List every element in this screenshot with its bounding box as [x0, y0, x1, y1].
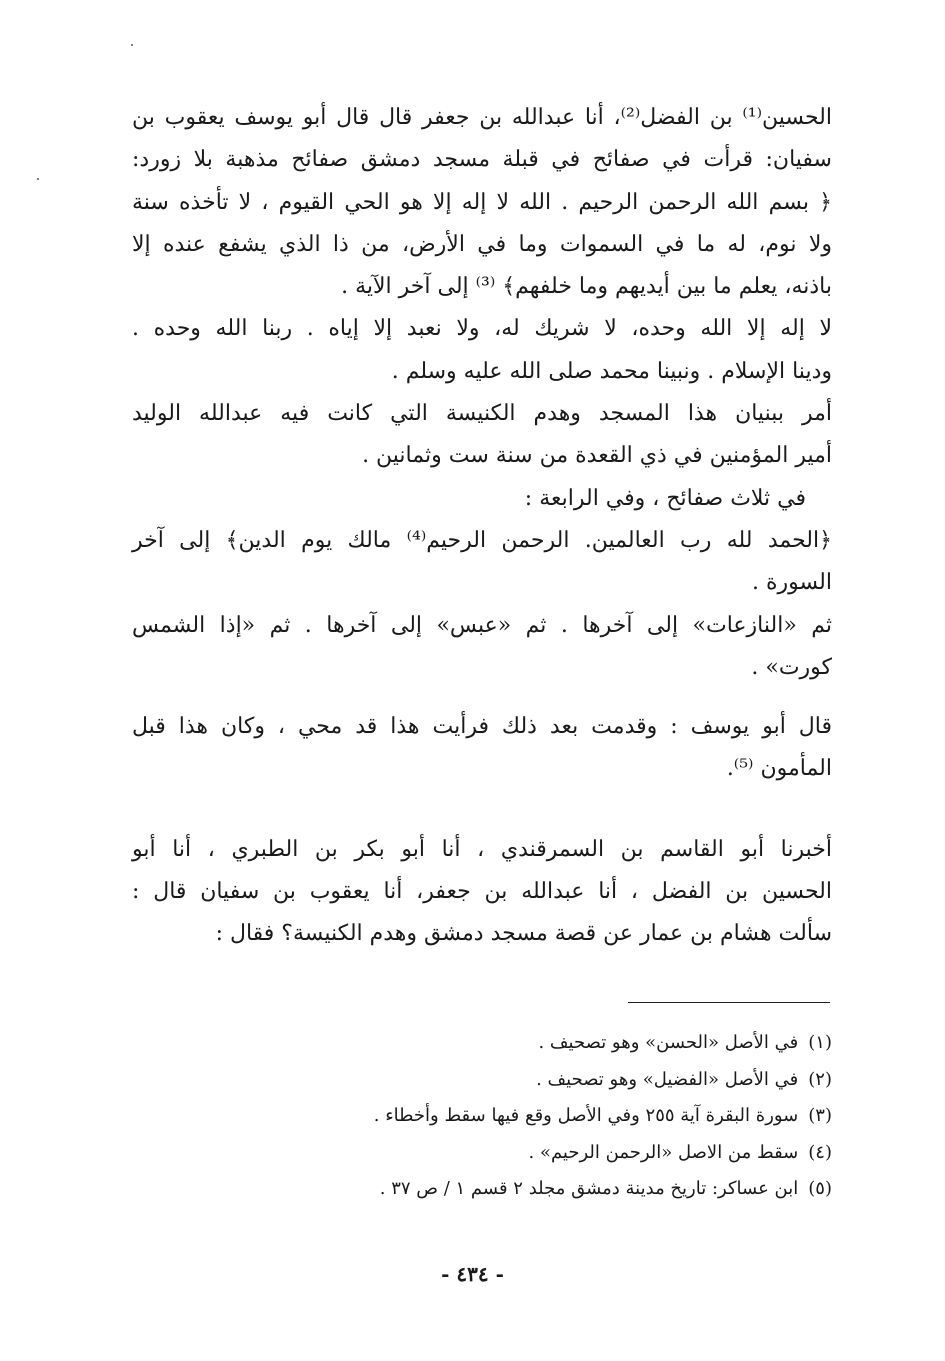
footnote-number: (٤) — [808, 1141, 832, 1163]
footnote-number: (٢) — [808, 1068, 832, 1090]
footnote-number: (١) — [808, 1032, 832, 1053]
text-line: قال أبو يوسف : وقدمت بعد ذلك فرأيت هذا قد محي ، وكان هذا قبل — [132, 714, 832, 740]
text-line: باذنه، يعلم ما بين أيديهم وما خلفهم﴾ ⁽³⁾ إلى آخر الآية . — [341, 274, 832, 300]
text-line: سفيان: قرأت في صفائح في قبلة مسجد دمشق صفائح مذهبة بلا زورد: — [132, 147, 832, 173]
text-line: المأمون ⁽⁵⁾. — [726, 756, 832, 782]
text-line: ﴿ بسم الله الرحمن الرحيم . الله لا إله إلا هو الحي القيوم ، لا تأخذه سنة — [132, 189, 832, 215]
text-line: كورت» . — [751, 654, 832, 680]
text-line: في ثلاث صفائح ، وفي الرابعة : — [524, 485, 806, 511]
text-line: السورة . — [752, 570, 832, 596]
footnote-text: في الأصل «الفضيل» وهو تصحيف . — [536, 1068, 799, 1090]
footnote — [250, 1025, 832, 1062]
footnote-text: ابن عساكر: تاريخ مدينة دمشق مجلد ٢ قسم ١ / ص ٣٧ . — [379, 1178, 799, 1200]
text-line: لا إله إلا الله وحده، لا شريك له، ولا نعبد إلا إياه . ربنا الله وحده . — [132, 316, 832, 342]
footnote-number: (٣) — [808, 1105, 832, 1127]
speck — [37, 178, 39, 180]
footnote — [250, 1098, 832, 1135]
footnote-text: سقط من الاصل «الرحمن الرحيم» . — [528, 1141, 799, 1163]
text-line: ولا نوم، له ما في السموات وما في الأرض، من ذا الذي يشفع عنده إلا — [132, 231, 832, 257]
page-number: - ٤٣٤ - — [441, 1262, 504, 1286]
footnote-number: (٥) — [808, 1178, 832, 1200]
text-line: ودينا الإسلام . ونبينا محمد صلى الله عليه وسلم . — [391, 358, 832, 384]
footnote — [250, 1135, 832, 1172]
text-line: أخبرنا أبو القاسم بن السمرقندي ، أنا أبو بكر بن الطبري ، أنا أبو — [132, 836, 832, 862]
main-text — [132, 97, 832, 956]
text-line: الحسين⁽¹⁾ بن الفضل⁽²⁾، أنا عبدالله بن جعفر قال قال أبو يوسف يعقوب بن — [132, 105, 832, 130]
footnotes — [250, 1025, 832, 1208]
text-line: أمير المؤمنين في ذي القعدة من سنة ست وثمانين . — [362, 443, 832, 469]
text-line: ثم «النازعات» إلى آخرها . ثم «عبس» إلى آخرها . ثم «إذا الشمس — [132, 612, 832, 638]
text-line: ﴿الحمد لله رب العالمين. الرحمن الرحيم⁽⁴⁾ مالك يوم الدين﴾ إلى آخر — [132, 527, 832, 553]
speck — [131, 44, 133, 46]
footnote-text: في الأصل «الحسن» وهو تصحيف . — [538, 1032, 799, 1053]
text-line: الحسين بن الفضل ، أنا عبدالله بن جعفر، أنا يعقوب بن سفيان قال : — [132, 879, 832, 905]
text-line: سألت هشام بن عمار عن قصة مسجد دمشق وهدم الكنيسة؟ فقال : — [215, 921, 832, 947]
footnote — [250, 1171, 832, 1208]
footnote — [250, 1062, 832, 1099]
footnote-divider — [628, 1002, 830, 1003]
footnote-text: سورة البقرة آية ٢٥٥ وفي الأصل وقع فيها سقط وأخطاء . — [373, 1105, 799, 1127]
text-line: أمر ببنيان هذا المسجد وهدم الكنيسة التي كانت فيه عبدالله الوليد — [132, 401, 832, 427]
